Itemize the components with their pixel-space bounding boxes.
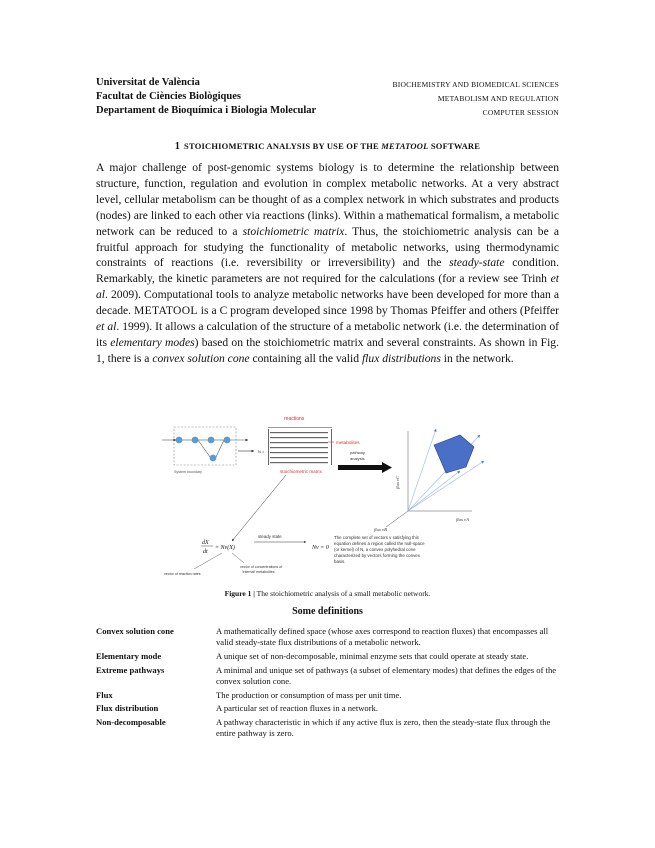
definitions-title: Some definitions xyxy=(292,606,363,617)
italic-term: et al xyxy=(96,272,559,302)
definition-row xyxy=(96,690,559,704)
software-name: METATOOL xyxy=(134,304,198,318)
italic-term: convex solution cone xyxy=(152,351,250,365)
definition-term: Convex solution cone xyxy=(96,626,174,636)
axis-vb xyxy=(386,511,408,527)
text-run: condition. Remarkably, the kinetic parameters are not required for the calculations (for a review see Trinh xyxy=(96,256,559,286)
metabolite-node xyxy=(224,437,231,444)
section-title-suffix: SOFTWARE xyxy=(428,141,481,151)
eq-dt: dt xyxy=(203,549,208,555)
definition-row xyxy=(96,651,559,665)
definition-row xyxy=(96,703,559,717)
figure-caption-label: Figure 1 | xyxy=(224,589,255,598)
matrix-n-label: N = xyxy=(258,449,265,454)
figure-caption xyxy=(96,589,559,598)
definition-row xyxy=(96,717,559,742)
definition-desc: The production or consumption of mass per unit time. xyxy=(216,689,402,700)
metabolite-node xyxy=(192,437,199,444)
eq-dx: dX xyxy=(202,540,209,546)
matrix-body xyxy=(268,427,332,465)
desc-line: (or kernel) of N, a convex polyhedral cone xyxy=(334,547,416,552)
network-panel xyxy=(162,427,254,474)
section-number: 1 xyxy=(174,141,181,152)
course-header xyxy=(393,78,559,120)
intro-paragraph xyxy=(96,160,559,367)
definition-term: Non-decomposable xyxy=(96,716,166,727)
pathway-analysis-arrow xyxy=(338,462,392,473)
null-space-description xyxy=(334,535,425,564)
metabolite-node xyxy=(210,455,217,462)
text-run: . Thus, the stoichiometric analysis can be a fruitful approach for studying the functionality of metabolic networks, using thermodynamic constraints of reactions (i.e. reversibility or irreversibility) and the xyxy=(96,224,559,270)
metabolite-node xyxy=(176,437,183,444)
flux-vc-label: flux vC xyxy=(395,475,400,489)
concentration-label-2: 'internal' metabolites xyxy=(242,570,275,574)
flux-vb-label: flux vB xyxy=(374,527,387,532)
italic-term: stoichiometric matrix xyxy=(242,224,345,238)
concentration-label-1: vector of concentrations of xyxy=(240,565,283,569)
definition-desc: A mathematically defined space (whose axes correspond to reaction fluxes) that encompasses all valid steady-state flux distributions of a metabolic network. xyxy=(216,626,549,648)
section-title xyxy=(96,141,559,152)
reactions-label: reactions xyxy=(284,416,305,422)
desc-line: The complete set of vectors v satisfying this xyxy=(334,535,419,540)
italic-term: steady-state xyxy=(449,256,505,270)
text-run: containing all the valid xyxy=(249,351,362,365)
desc-line: characterized by vectors forming the convex xyxy=(334,553,420,558)
university-name: Universitat de València xyxy=(96,77,200,88)
course-session: COMPUTER SESSION xyxy=(482,108,559,117)
text-run: A major challenge of post-genomic systems biology is to determine the relationship between structure, function, regulation and evolution in complex metabolic networks. At a very abstract level, cellular metabolism can be thought of as a complex network in which substrates and products (nodes) are linked to each other via reactions (links). Within a mathematical formalism, a metabolic network can be reduced to a xyxy=(96,161,559,238)
matrix-panel xyxy=(258,416,392,474)
pathway-label: pathway xyxy=(350,450,365,455)
eq-steady: Nv = 0 xyxy=(312,545,329,551)
definition-term: Elementary mode xyxy=(96,650,162,661)
convex-cone-polygon xyxy=(434,435,474,473)
text-run: ) based on the stoichiometric matrix and several constraints. As shown in Fig. 1, there is a xyxy=(96,335,560,365)
italic-term: elementary modes xyxy=(110,335,195,349)
metabolite-node xyxy=(208,437,215,444)
definition-term: Extreme pathways xyxy=(96,664,165,675)
definition-row xyxy=(96,626,559,651)
definition-term: Flux distribution xyxy=(96,703,159,714)
figure-caption-text: The stoichiometric analysis of a small metabolic network. xyxy=(254,589,431,598)
section-title-italic: METATOOL xyxy=(381,141,429,151)
course-name: BIOCHEMISTRY AND BIOMEDICAL SCIENCES xyxy=(392,80,559,89)
text-run: in the network. xyxy=(440,351,514,365)
eq-rhs: = Nv(X) xyxy=(215,545,235,551)
reaction-rates-label: vector of reaction rates xyxy=(164,572,201,576)
definition-desc: A minimal and unique set of pathways (a subset of elementary modes) that defines the edges of the convex solution cone. xyxy=(216,664,557,686)
equation-panel xyxy=(164,534,425,576)
stoichiometric-matrix-label: stoichiometric matrix xyxy=(280,469,322,474)
definition-desc: A pathway characteristic in which if any active flux is zero, then the steady-state flux through the entire pathway is zero. xyxy=(216,716,551,739)
section-title-prefix: STOICHIOMETRIC ANALYSIS BY USE OF THE xyxy=(184,141,382,151)
desc-line: equation defines a region called the null-space xyxy=(334,541,425,546)
system-boundary-label: System boundary xyxy=(174,470,202,474)
text-run: is a C program developed since 1998 by Thomas Pfeiffer and others (Pfeiffer xyxy=(197,304,559,318)
system-boundary-box xyxy=(174,427,236,465)
institution-header xyxy=(96,76,316,118)
definitions-table xyxy=(96,626,559,742)
italic-term: et al xyxy=(96,320,117,334)
text-run: . 1999). It allows a calculation of the structure of a metabolic network (i.e. the determination of its xyxy=(96,320,559,349)
department-name: Departament de Bioquímica i Biologia Molecular xyxy=(96,105,317,116)
course-module: METABOLISM AND REGULATION xyxy=(437,94,559,103)
metabolites-label: metabolites xyxy=(336,440,360,445)
definition-desc: A unique set of non-decomposable, minimal enzyme sets that could operate at steady state. xyxy=(216,650,529,661)
steady-state-label: steady state xyxy=(258,534,282,539)
text-run: . 2009). Computational tools to analyze metabolic networks have been developed for more than a decade. xyxy=(96,288,559,318)
solution-cone-panel xyxy=(374,429,484,532)
definition-desc: A particular set of reaction fluxes in a network. xyxy=(216,703,379,714)
figure-1-diagram xyxy=(160,411,500,589)
italic-term: flux distributions xyxy=(361,351,441,365)
analysis-label: analysis xyxy=(350,456,365,461)
flux-va-label: flux vA xyxy=(456,517,469,522)
definition-row xyxy=(96,665,559,690)
faculty-name: Facultat de Ciències Biològiques xyxy=(96,91,241,102)
definition-term: Flux xyxy=(96,689,113,700)
desc-line: basis. xyxy=(334,559,346,564)
